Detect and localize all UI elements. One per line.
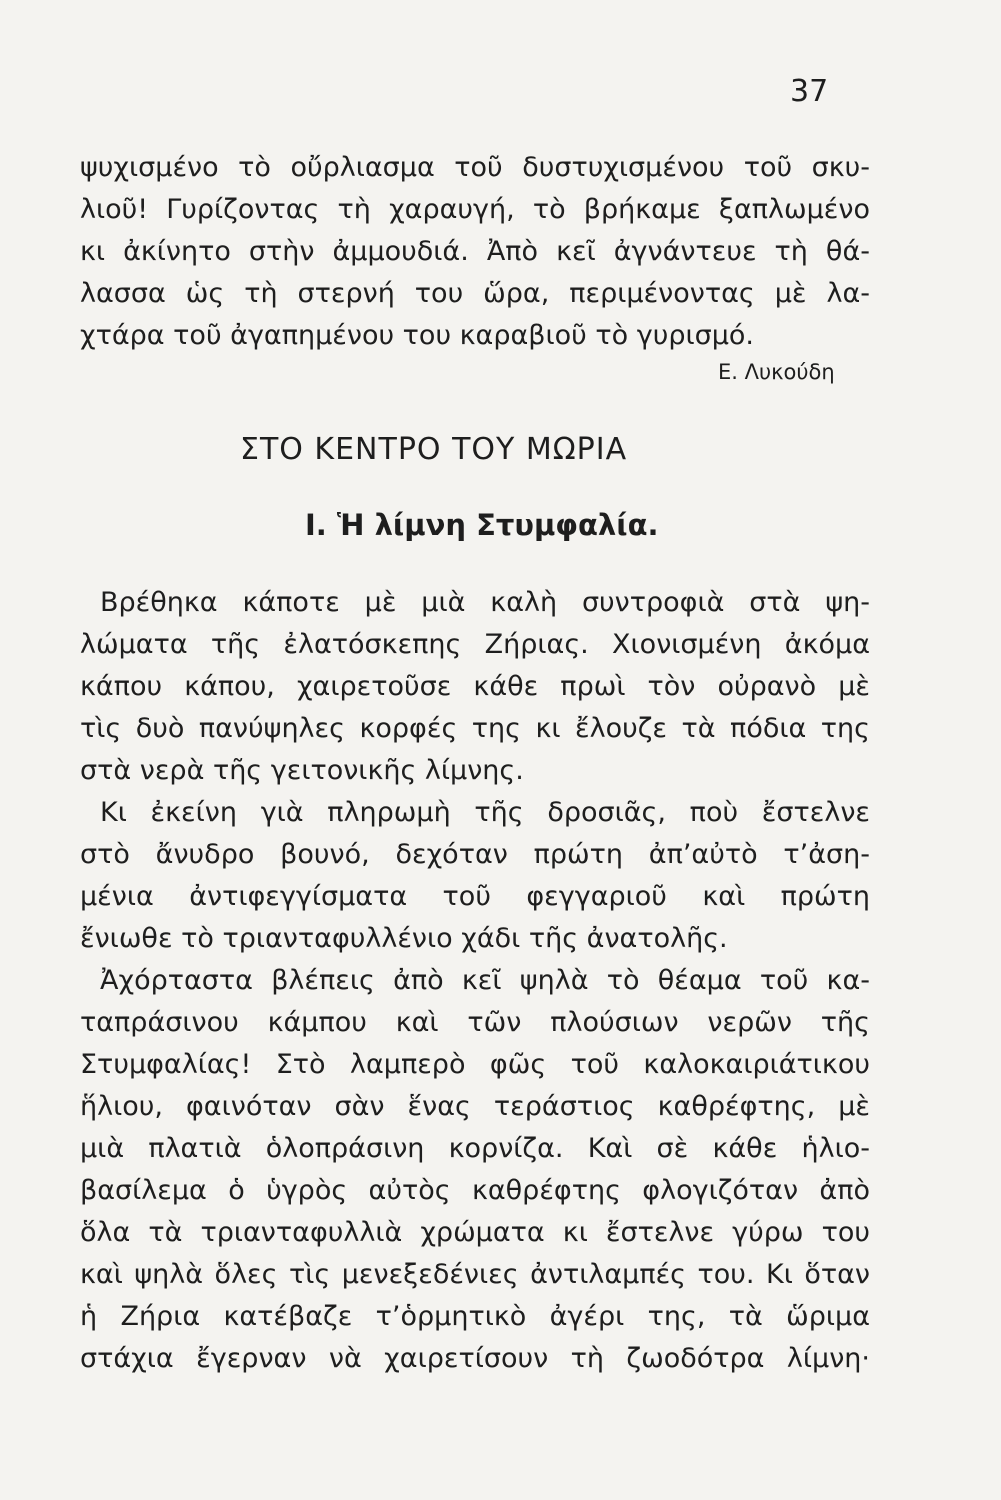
text-line: στὸ ἄνυδρο βουνό, δεχόταν πρώτη ἀπ’αὐτὸ τ’ἀση-: [80, 839, 870, 870]
text-line: λιοῦ! Γυρίζοντας τὴ χαραυγή, τὸ βρήκαμε ξαπλωμένο: [80, 194, 870, 225]
text-line: ἥλιου, φαινόταν σὰν ἕνας τεράστιος καθρέφτης, μὲ: [80, 1091, 870, 1122]
author-signature: Ε. Λυκούδη: [718, 360, 835, 384]
text-line: χτάρα τοῦ ἀγαπημένου του καραβιοῦ τὸ γυρισμό.: [80, 320, 755, 351]
text-line: στάχια ἔγερναν νὰ χαιρετίσουν τὴ ζωοδότρα λίμνη·: [80, 1343, 870, 1374]
text-line: Στυμφαλίας! Στὸ λαμπερὸ φῶς τοῦ καλοκαιριάτικου: [80, 1049, 870, 1080]
text-line: ψυχισμένο τὸ οὔρλιασμα τοῦ δυστυχισμένου τοῦ σκυ-: [80, 152, 870, 183]
page-number: 37: [790, 74, 829, 109]
text-line: μένια ἀντιφεγγίσματα τοῦ φεγγαριοῦ καὶ πρώτη: [80, 881, 870, 912]
sub-title: Ι. Ἡ λίμνη Στυμφαλία.: [305, 508, 659, 542]
text-line: ἔνιωθε τὸ τριανταφυλλένιο χάδι τῆς ἀνατολῆς.: [80, 923, 728, 954]
text-line: Ἀχόρταστα βλέπεις ἀπὸ κεῖ ψηλὰ τὸ θέαμα τοῦ κα-: [100, 965, 870, 996]
text-line: κι ἀκίνητο στὴν ἀμμουδιά. Ἀπὸ κεῖ ἀγνάντευε τὴ θά-: [80, 236, 870, 267]
text-line: καὶ ψηλὰ ὅλες τὶς μενεξεδένιες ἀντιλαμπές του. Κι ὅταν: [80, 1259, 870, 1290]
section-title: ΣΤΟ ΚΕΝΤΡΟ ΤΟΥ ΜΩΡΙΑ: [240, 432, 628, 467]
text-line: μιὰ πλατιὰ ὁλοπράσινη κορνίζα. Καὶ σὲ κάθε ἡλιο-: [80, 1133, 870, 1164]
text-line: ἡ Ζήρια κατέβαζε τ’ὁρμητικὸ ἀγέρι της, τὰ ὥριμα: [80, 1301, 870, 1332]
text-line: ὅλα τὰ τριανταφυλλιὰ χρώματα κι ἔστελνε γύρω του: [80, 1217, 870, 1248]
text-line: Κι ἐκείνη γιὰ πληρωμὴ τῆς δροσιᾶς, ποὺ ἔστελνε: [100, 797, 870, 828]
text-line: λασσα ὡς τὴ στερνή του ὥρα, περιμένοντας μὲ λα-: [80, 278, 870, 309]
text-line: βασίλεμα ὁ ὑγρὸς αὐτὸς καθρέφτης φλογιζόταν ἀπὸ: [80, 1175, 870, 1206]
text-line: λώματα τῆς ἐλατόσκεπης Ζήριας. Χιονισμένη ἀκόμα: [80, 629, 870, 660]
text-line: στὰ νερὰ τῆς γειτονικῆς λίμνης.: [80, 755, 524, 786]
text-line: κάπου κάπου, χαιρετοῦσε κάθε πρωὶ τὸν οὐρανὸ μὲ: [80, 671, 870, 702]
text-line: ταπράσινου κάμπου καὶ τῶν πλούσιων νερῶν τῆς: [80, 1007, 870, 1038]
text-line: τὶς δυὸ πανύψηλες κορφές της κι ἔλουζε τὰ πόδια της: [80, 713, 870, 744]
text-line: Βρέθηκα κάποτε μὲ μιὰ καλὴ συντροφιὰ στὰ ψη-: [100, 587, 870, 618]
